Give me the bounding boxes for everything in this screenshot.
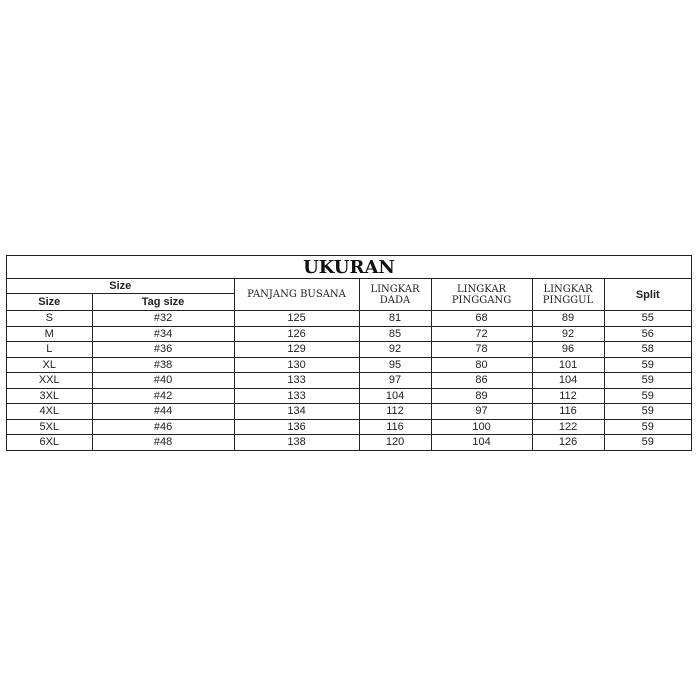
cell-dada: 85 — [359, 326, 431, 342]
cell-split: 59 — [604, 435, 691, 450]
cell-pinggang: 78 — [431, 342, 532, 358]
cell-size: 5XL — [7, 419, 92, 435]
cell-dada: 112 — [359, 404, 431, 420]
header-lingkar-dada: LINGKAR DADA — [359, 279, 431, 311]
cell-size: 3XL — [7, 388, 92, 404]
cell-split: 58 — [604, 342, 691, 358]
cell-panjang: 130 — [234, 357, 359, 373]
cell-panjang: 126 — [234, 326, 359, 342]
header-split: Split — [604, 279, 691, 311]
table-row — [7, 388, 691, 404]
header-size-group: Size — [7, 279, 234, 294]
cell-dada: 95 — [359, 357, 431, 373]
cell-size: XXL — [7, 373, 92, 389]
header-size: Size — [7, 294, 92, 311]
cell-size: XL — [7, 357, 92, 373]
cell-pinggang: 86 — [431, 373, 532, 389]
cell-size: M — [7, 326, 92, 342]
cell-pinggul: 96 — [532, 342, 604, 358]
cell-tag: #40 — [92, 373, 234, 389]
header-lingkar-pinggul: LINGKAR PINGGUL — [532, 279, 604, 311]
cell-tag: #42 — [92, 388, 234, 404]
table-row — [7, 342, 691, 358]
cell-panjang: 138 — [234, 435, 359, 450]
table-row — [7, 419, 691, 435]
cell-panjang: 129 — [234, 342, 359, 358]
table-row — [7, 373, 691, 389]
table-row — [7, 311, 691, 327]
chart-title: UKURAN — [7, 256, 691, 279]
cell-pinggang: 89 — [431, 388, 532, 404]
cell-pinggul: 89 — [532, 311, 604, 327]
cell-pinggang: 97 — [431, 404, 532, 420]
cell-split: 59 — [604, 404, 691, 420]
header-panjang-busana: PANJANG BUSANA — [234, 279, 359, 311]
cell-pinggang: 68 — [431, 311, 532, 327]
cell-pinggul: 101 — [532, 357, 604, 373]
cell-pinggul: 112 — [532, 388, 604, 404]
cell-tag: #44 — [92, 404, 234, 420]
header-tag-size: Tag size — [92, 294, 234, 311]
cell-tag: #36 — [92, 342, 234, 358]
cell-dada: 97 — [359, 373, 431, 389]
cell-pinggul: 104 — [532, 373, 604, 389]
cell-panjang: 133 — [234, 373, 359, 389]
cell-tag: #46 — [92, 419, 234, 435]
cell-pinggul: 126 — [532, 435, 604, 450]
cell-panjang: 134 — [234, 404, 359, 420]
size-table — [7, 279, 691, 450]
cell-split: 56 — [604, 326, 691, 342]
cell-split: 55 — [604, 311, 691, 327]
cell-dada: 104 — [359, 388, 431, 404]
cell-dada: 81 — [359, 311, 431, 327]
cell-pinggang: 104 — [431, 435, 532, 450]
cell-tag: #48 — [92, 435, 234, 450]
table-row — [7, 435, 691, 450]
cell-split: 59 — [604, 357, 691, 373]
table-row — [7, 326, 691, 342]
cell-split: 59 — [604, 373, 691, 389]
cell-size: S — [7, 311, 92, 327]
cell-panjang: 125 — [234, 311, 359, 327]
cell-split: 59 — [604, 419, 691, 435]
cell-dada: 120 — [359, 435, 431, 450]
cell-tag: #32 — [92, 311, 234, 327]
cell-dada: 116 — [359, 419, 431, 435]
cell-split: 59 — [604, 388, 691, 404]
cell-size: L — [7, 342, 92, 358]
cell-size: 4XL — [7, 404, 92, 420]
cell-pinggul: 116 — [532, 404, 604, 420]
header-lingkar-pinggang: LINGKAR PINGGANG — [431, 279, 532, 311]
cell-size: 6XL — [7, 435, 92, 450]
cell-tag: #34 — [92, 326, 234, 342]
table-row — [7, 357, 691, 373]
cell-tag: #38 — [92, 357, 234, 373]
cell-pinggang: 100 — [431, 419, 532, 435]
cell-panjang: 136 — [234, 419, 359, 435]
cell-panjang: 133 — [234, 388, 359, 404]
cell-pinggang: 80 — [431, 357, 532, 373]
cell-pinggang: 72 — [431, 326, 532, 342]
table-row — [7, 404, 691, 420]
cell-dada: 92 — [359, 342, 431, 358]
size-chart — [6, 255, 692, 451]
cell-pinggul: 122 — [532, 419, 604, 435]
cell-pinggul: 92 — [532, 326, 604, 342]
